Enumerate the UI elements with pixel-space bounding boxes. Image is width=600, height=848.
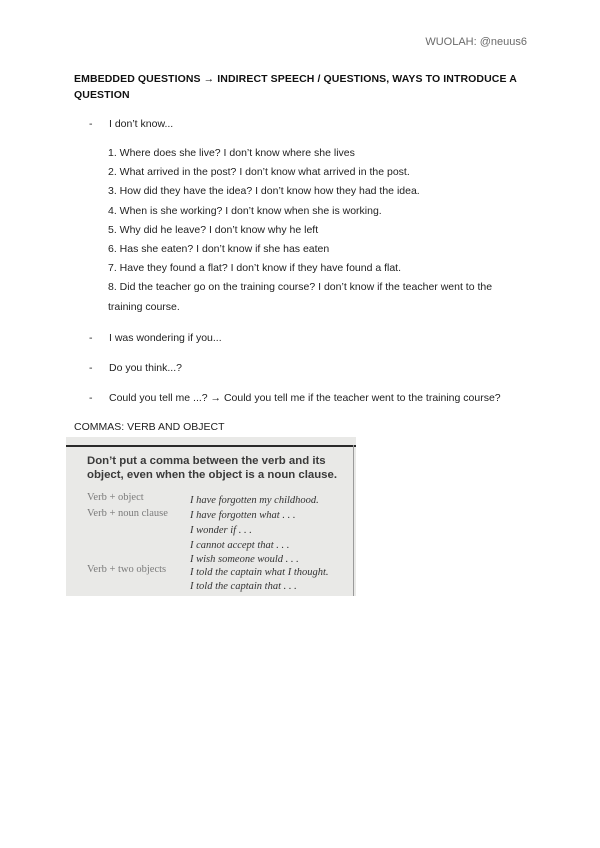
list-item: 8. Did the teacher go on the training course? I don’t know if the teacher went to the training course. xyxy=(108,281,493,313)
row-label: Verb + object xyxy=(87,492,144,503)
list-item: 5. Why did he leave? I don’t know why he left xyxy=(108,223,319,236)
list-item: 7. Have they found a flat? I don’t know if they have found a flat. xyxy=(108,262,402,275)
box-right-rule xyxy=(353,445,354,596)
list-item: 3. How did they have the idea? I don’t know how they had the idea. xyxy=(108,185,420,198)
list-item: 1. Where does she live? I don’t know where she lives xyxy=(108,147,355,159)
bullet-text: I was wondering if you... xyxy=(109,332,222,344)
page-title: EMBEDDED QUESTIONS → INDIRECT SPEECH / QUESTIONS, WAYS TO INTRODUCE A QUESTION xyxy=(74,73,517,101)
box-top-rule xyxy=(66,445,356,447)
example-list xyxy=(108,144,528,317)
example-sentence: I told the captain what I thought. xyxy=(190,567,329,578)
bullet-text: Could you tell me ...? → Could you tell me if the teacher went to the training course? xyxy=(109,392,501,404)
bullet-dash: - xyxy=(89,392,93,404)
example-sentence: I have forgotten what . . . xyxy=(190,510,296,521)
bullet-text: Do you think...? xyxy=(109,362,182,374)
watermark: WUOLAH: @neuus6 xyxy=(425,36,527,48)
bullet-dash: - xyxy=(89,332,93,344)
example-sentence: I wish someone would . . . xyxy=(190,554,299,565)
bullet-dash: - xyxy=(89,118,93,130)
example-sentence: I have forgotten my childhood. xyxy=(190,495,319,506)
list-item: 6. Has she eaten? I don’t know if she has eaten xyxy=(108,243,330,256)
list-item: 2. What arrived in the post? I don’t know what arrived in the post. xyxy=(108,166,410,179)
bullet-text: I don’t know... xyxy=(109,118,174,130)
example-sentence: I told the captain that . . . xyxy=(190,581,297,592)
bullet-dash: - xyxy=(89,362,93,374)
row-label: Verb + noun clause xyxy=(87,508,168,519)
grammar-note: Don’t put a comma between the verb and its object, even when the object is a noun clause. xyxy=(87,455,338,481)
scanned-grammar-box xyxy=(66,437,356,596)
example-sentence: I cannot accept that . . . xyxy=(190,540,290,551)
example-sentence: I wonder if . . . xyxy=(190,525,252,536)
section-heading: COMMAS: VERB AND OBJECT xyxy=(74,421,225,433)
row-label: Verb + two objects xyxy=(87,564,167,575)
list-item: 4. When is she working? I don’t know when she is working. xyxy=(108,204,382,217)
